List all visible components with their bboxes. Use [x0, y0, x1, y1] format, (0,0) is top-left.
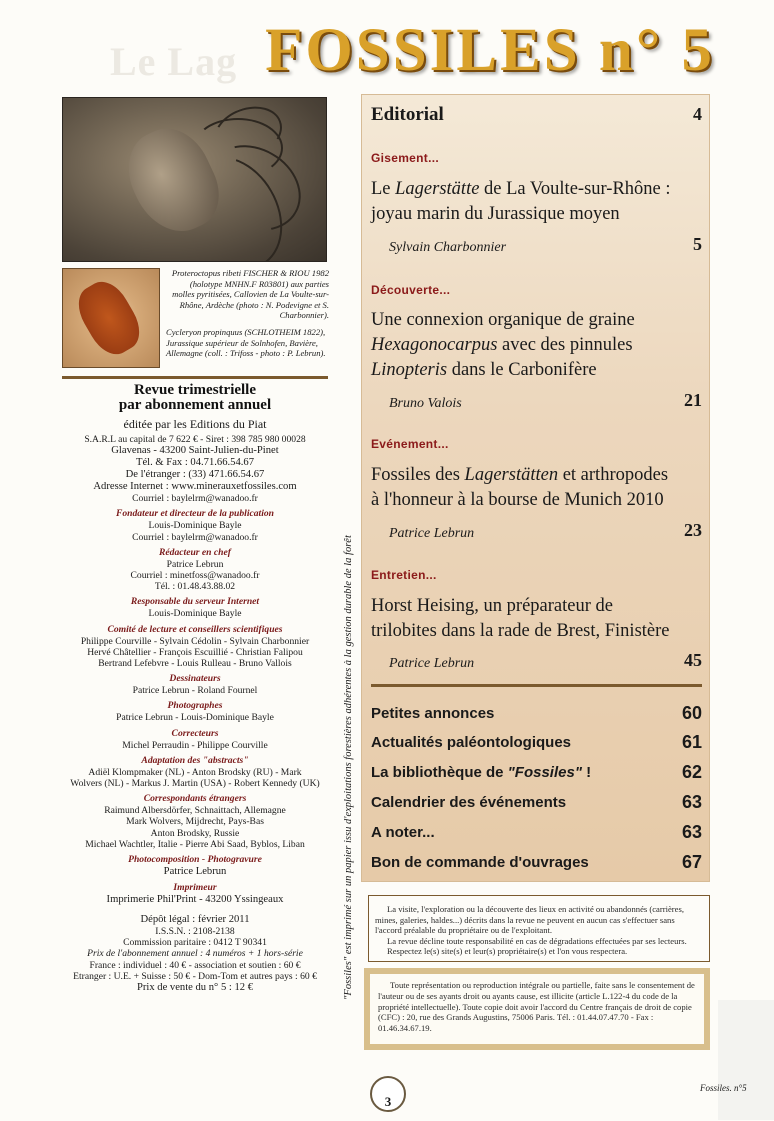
editor-tel: Tél. : 01.48.43.88.02	[154, 581, 236, 593]
issn: I.S.S.N. : 2108-2138	[155, 926, 235, 938]
editor-email: Courriel : minetfoss@wanadoo.fr	[130, 570, 260, 582]
abroad-phone: De l'étranger : (33) 471.66.54.67	[125, 469, 265, 481]
abstracts-line: Wolvers (NL) - Markus J. Martin (USA) - Robert Kennedy (UK)	[70, 778, 320, 790]
title-text: et arthropodes	[558, 465, 669, 485]
list-label: Calendrier des événements	[371, 794, 567, 811]
toc-author-row	[371, 650, 702, 672]
article-title-line	[371, 358, 702, 382]
sale-price: Prix de vente du n° 5 : 12 €	[136, 982, 254, 994]
article-title[interactable]: Une connexion organique de graine	[371, 310, 635, 330]
toc-page-number: 62	[681, 762, 702, 782]
divider	[371, 684, 702, 687]
article-title-line: trilobites dans la rade de Brest, Finistère	[371, 621, 670, 641]
printer-role: Imprimeur	[173, 882, 217, 894]
author: Patrice Lebrun	[389, 656, 475, 671]
notice-line: La visite, l'exploration ou la découverte des lieux en activité ou abandonnés (carrières, mines, galeries, haldes...) décrits dans la revue ne peuvent en aucun cas s'effectuer sans l'accord préalable du propriétaire ou de l'exploitant.	[375, 904, 684, 935]
title-text: de La Voulte-sur-Rhône :	[479, 179, 671, 199]
title-italic: Hexagonocarpus	[371, 335, 498, 355]
toc-page-number: 5	[693, 234, 702, 254]
article-title[interactable]	[371, 177, 702, 201]
divider	[62, 376, 328, 379]
toc-page-number: 21	[684, 390, 702, 410]
committee-line: Philippe Courville - Sylvain Cédolin - Sylvain Charbonnier	[80, 635, 310, 647]
copyright-notice	[364, 968, 710, 1050]
correctors: Michel Perraudin - Philippe Courville	[122, 739, 268, 751]
title-text: Le	[371, 179, 396, 199]
email: Courriel : baylelrm@wanadoo.fr	[132, 493, 258, 505]
abstracts-role: Adaptation des "abstracts"	[141, 754, 249, 766]
toc-page-number: 63	[681, 822, 702, 842]
company-info: S.A.R.L au capital de 7 622 € - Siret : 398 785 980 00028	[84, 434, 306, 445]
france-price: France : individuel : 40 € - association et soutien : 60 €	[89, 959, 301, 971]
author: Sylvain Charbonnier	[389, 240, 507, 255]
author: Bruno Valois	[389, 396, 462, 411]
publication-info	[62, 383, 328, 994]
photocomposition-role: Photocomposition - Photogravure	[128, 854, 262, 866]
notice-line: La revue décline toute responsabilité en cas de dégradations effectuées par ses lecteurs.	[387, 935, 687, 946]
magazine-title: FOSSILES n° 5	[265, 17, 715, 84]
list-label: Bon de commande d'ouvrages	[371, 854, 589, 871]
editor-name: Patrice Lebrun	[166, 558, 224, 570]
toc-page-number: 67	[681, 852, 702, 872]
octopus-fossil-photo	[62, 97, 327, 262]
section-heading: Découverte...	[371, 283, 451, 297]
review-title: Revue trimestrielle	[133, 382, 257, 398]
toc-editorial[interactable]	[371, 104, 702, 126]
toc-page-number: 23	[684, 520, 702, 540]
list-label: A noter...	[371, 824, 435, 841]
photographers: Patrice Lebrun - Louis-Dominique Bayle	[116, 712, 274, 724]
toc-list-item[interactable]	[371, 705, 702, 722]
list-label: La bibliothèque de	[371, 764, 508, 781]
section-heading: Entretien...	[371, 568, 437, 582]
server-name: Louis-Dominique Bayle	[148, 608, 242, 620]
founder-name: Louis-Dominique Bayle	[148, 520, 242, 532]
legal-deposit: Dépôt légal : février 2011	[140, 914, 250, 926]
article-title-line: joyau marin du Jurassique moyen	[371, 204, 620, 224]
list-label: Actualités paléontologiques	[371, 734, 572, 751]
title-text: avec des pinnules	[497, 335, 633, 355]
printer: Imprimerie Phil'Print - 43200 Yssingeaux	[106, 894, 284, 906]
article-title[interactable]	[371, 463, 702, 487]
committee-role: Comité de lecture et conseillers scientifiques	[107, 623, 283, 635]
section-heading: Gisement...	[371, 151, 439, 165]
toc-page-number: 4	[693, 104, 702, 124]
list-label: !	[581, 764, 592, 781]
toc-page-number: 45	[684, 650, 702, 670]
site-access-notice	[368, 895, 710, 962]
title-text: Fossiles des	[371, 465, 465, 485]
commission: Commission paritaire : 0412 T 90341	[123, 937, 267, 949]
toc-author-row	[371, 234, 702, 256]
ghost-title: Le Lag	[110, 39, 238, 84]
title-italic: Linopteris	[371, 360, 448, 380]
foreign-line: Michael Wachtler, Italie - Pierre Abi Saad, Byblos, Liban	[85, 838, 305, 850]
title-italic: Lagerstätten	[464, 465, 559, 485]
committee-line: Hervé Châtellier - François Escuillié - Christian Falipou	[87, 646, 303, 658]
abstracts-line: Adiël Klompmaker (NL) - Anton Brodsky (RU) - Mark	[88, 766, 302, 778]
title-italic: Lagerstätte	[395, 179, 480, 199]
title-text: dans le Carbonifère	[447, 360, 597, 380]
paper-note: "Fossiles" est imprimé sur un papier issu d'exploitations forestières adhérentes à la gestion durable de la forêt	[343, 535, 354, 1000]
foreign-role: Correspondants étrangers	[143, 793, 247, 805]
website: Adresse Internet : www.minerauxetfossiles.com	[93, 481, 297, 493]
page-number-badge: 3	[370, 1076, 406, 1112]
designers: Patrice Lebrun - Roland Fournel	[132, 685, 258, 697]
toc-list-item[interactable]	[371, 794, 702, 811]
article-title-line	[371, 333, 702, 357]
founder-email: Courriel : baylelrm@wanadoo.fr	[132, 531, 258, 543]
toc-author-row	[371, 520, 702, 542]
foreign-line: Mark Wolvers, Mijdrecht, Pays-Bas	[126, 816, 264, 828]
author: Patrice Lebrun	[389, 526, 475, 541]
tel-fax: Tél. & Fax : 04.71.66.54.67	[136, 457, 254, 469]
toc-page-number: 60	[681, 703, 702, 723]
list-label-italic: "Fossiles"	[507, 764, 582, 781]
page-shadow	[718, 1000, 774, 1120]
review-subtitle: par abonnement annuel	[118, 397, 272, 413]
section-heading: Evénement...	[371, 437, 449, 451]
photo-caption-2: Cycleryon propinquus (SCHLOTHEIM 1822), Jurassique supérieur de Solnhofen, Bavière, Allemagne (coll. : Trifoss - photo : P. Lebrun).	[166, 327, 326, 358]
article-title[interactable]: Horst Heising, un préparateur de	[371, 596, 613, 616]
toc-page-number: 61	[681, 732, 702, 752]
footer-magazine: Fossiles. n°5	[700, 1083, 747, 1093]
photocomposition: Patrice Lebrun	[163, 866, 227, 878]
annual-price: Prix de l'abonnement annuel : 4 numéros + 1 hors-série	[87, 948, 303, 960]
toc-list-item[interactable]	[371, 734, 702, 751]
lobster-fossil-photo	[62, 268, 160, 368]
copyright-text: Toute représentation ou reproduction intégrale ou partielle, faite sans le consentement de l'auteur ou de ses ayants droit ou ayants cause, est illicite (article L.122-4 du code de la propriété intellectuelle). Toute copie doit avoir l'accord du Centre français de droit de copie (CFC) : 20, rue des Grands Augustins, 75006 Paris. Tél. : 01.44.07.47.70 - Fax : 01.46.34.67.19.	[378, 980, 695, 1034]
abroad-price: Etranger : U.E. + Suisse : 50 € - Dom-Tom et autres pays : 60 €	[73, 970, 317, 982]
correctors-role: Correcteurs	[171, 727, 219, 739]
toc-editorial-label: Editorial	[371, 104, 444, 125]
photographers-role: Photographes	[167, 700, 223, 712]
address: Glavenas - 43200 Saint-Julien-du-Pinet	[111, 445, 279, 457]
list-label: Petites annonces	[371, 705, 495, 722]
notice-line: Respectez le(s) site(s) et leur(s) propriétaire(s) et l'on vous respectera.	[387, 946, 628, 956]
founder-role: Fondateur et directeur de la publication	[115, 508, 275, 520]
server-role: Responsable du serveur Internet	[130, 596, 260, 608]
photo-caption-1: Proteroctopus ribeti FISCHER & RIOU 1982 (holotype MNHN.F R03801) aux parties molles pyritisées, Callovien de La Voulte-sur-Rhône, Ardèche (photo : N. Podevigne et S. Charbonnier).	[171, 268, 329, 320]
toc-list-item[interactable]	[371, 854, 702, 871]
publisher: éditée par les Editions du Piat	[123, 417, 267, 431]
toc-author-row	[371, 390, 702, 412]
toc-list-item[interactable]	[371, 764, 702, 781]
foreign-line: Anton Brodsky, Russie	[150, 827, 240, 839]
article-title-line: à l'honneur à la bourse de Munich 2010	[371, 490, 664, 510]
toc-list-item[interactable]	[371, 824, 702, 841]
editor-role: Rédacteur en chef	[159, 546, 231, 558]
designers-role: Dessinateurs	[169, 673, 221, 685]
toc-page-number: 63	[681, 792, 702, 812]
committee-line: Bertrand Lefebvre - Louis Rulleau - Bruno Vallois	[98, 658, 292, 670]
foreign-line: Raimund Albersdörfer, Schnaittach, Allemagne	[104, 805, 286, 817]
